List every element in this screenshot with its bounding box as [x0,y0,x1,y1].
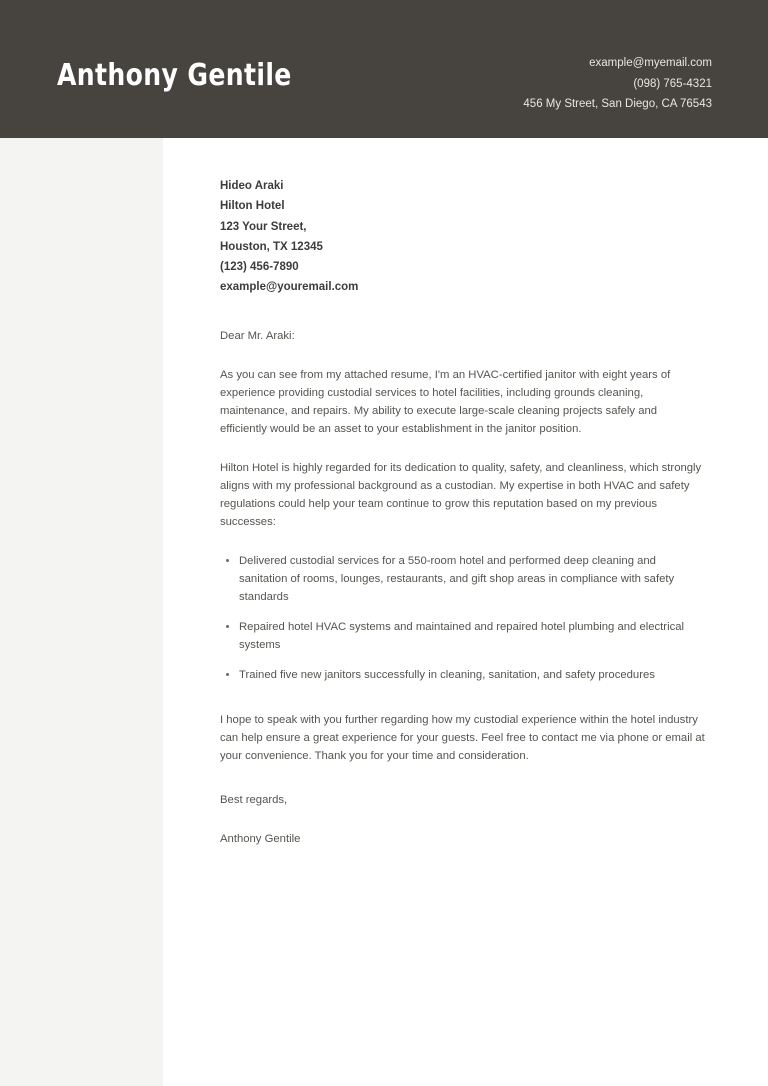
body-paragraph-3: I hope to speak with you further regarding how my custodial experience within the hotel industry can help ensure a great experience for your guests. Feel free to contact me via phone or email at your convenience. Thank you for your time and consideration. [220,714,705,763]
recipient-name: Hideo Araki [220,180,284,192]
bullet-dot-icon [226,559,229,562]
signoff: Best regards, [220,794,288,807]
body-paragraph-1: As you can see from my attached resume, I'm an HVAC-certified janitor with eight years of experience providing custodial services to hotel facilities, including grounds cleaning, maintenance, and repairs. My ability to execute large-scale cleaning projects safely and efficiently would be an asset to your establishment in the janitor position. [220,368,671,436]
list-item [220,618,707,654]
list-item [220,552,707,606]
list-item-text: Delivered custodial services for a 550-room hotel and performed deep cleaning and sanitation of rooms, lounges, restaurants, and gift shop areas in compliance with safety standards [239,554,675,603]
signature-name: Anthony Gentile [220,833,301,846]
recipient-company: Hilton Hotel [220,200,285,213]
applicant-name: Anthony Gentile [57,58,292,93]
recipient-city-state-zip: Houston, TX 12345 [220,240,323,253]
recipient-address-block [220,176,707,298]
list-item-text: Repaired hotel HVAC systems and maintained and repaired hotel plumbing and electrical systems [239,620,685,651]
list-item-text: Trained five new janitors successfully in cleaning, sanitation, and safety procedures [239,669,655,681]
applicant-address: 456 My Street, San Diego, CA 76543 [523,98,712,110]
left-accent-column [0,138,163,1086]
applicant-contact-block [523,53,712,115]
salutation: Dear Mr. Araki: [220,329,295,342]
letterhead-banner [0,0,768,138]
bullet-dot-icon [226,625,229,628]
applicant-phone: (098) 765-4321 [633,77,712,90]
recipient-street: 123 Your Street, [220,220,307,233]
list-item [220,666,707,684]
applicant-email: example@myemail.com [589,57,712,69]
body-paragraph-2: Hilton Hotel is highly regarded for its dedication to quality, safety, and cleanliness, which strongly aligns with my professional background as a custodian. My expertise in both HVAC and safety regulations could help your team continue to grow this reputation based on my previous successes: [220,462,702,529]
letter-body [220,176,707,848]
bullet-dot-icon [226,673,229,676]
recipient-email: example@youremail.com [220,281,359,294]
recipient-phone: (123) 456-7890 [220,261,299,274]
achievements-list [220,552,707,685]
